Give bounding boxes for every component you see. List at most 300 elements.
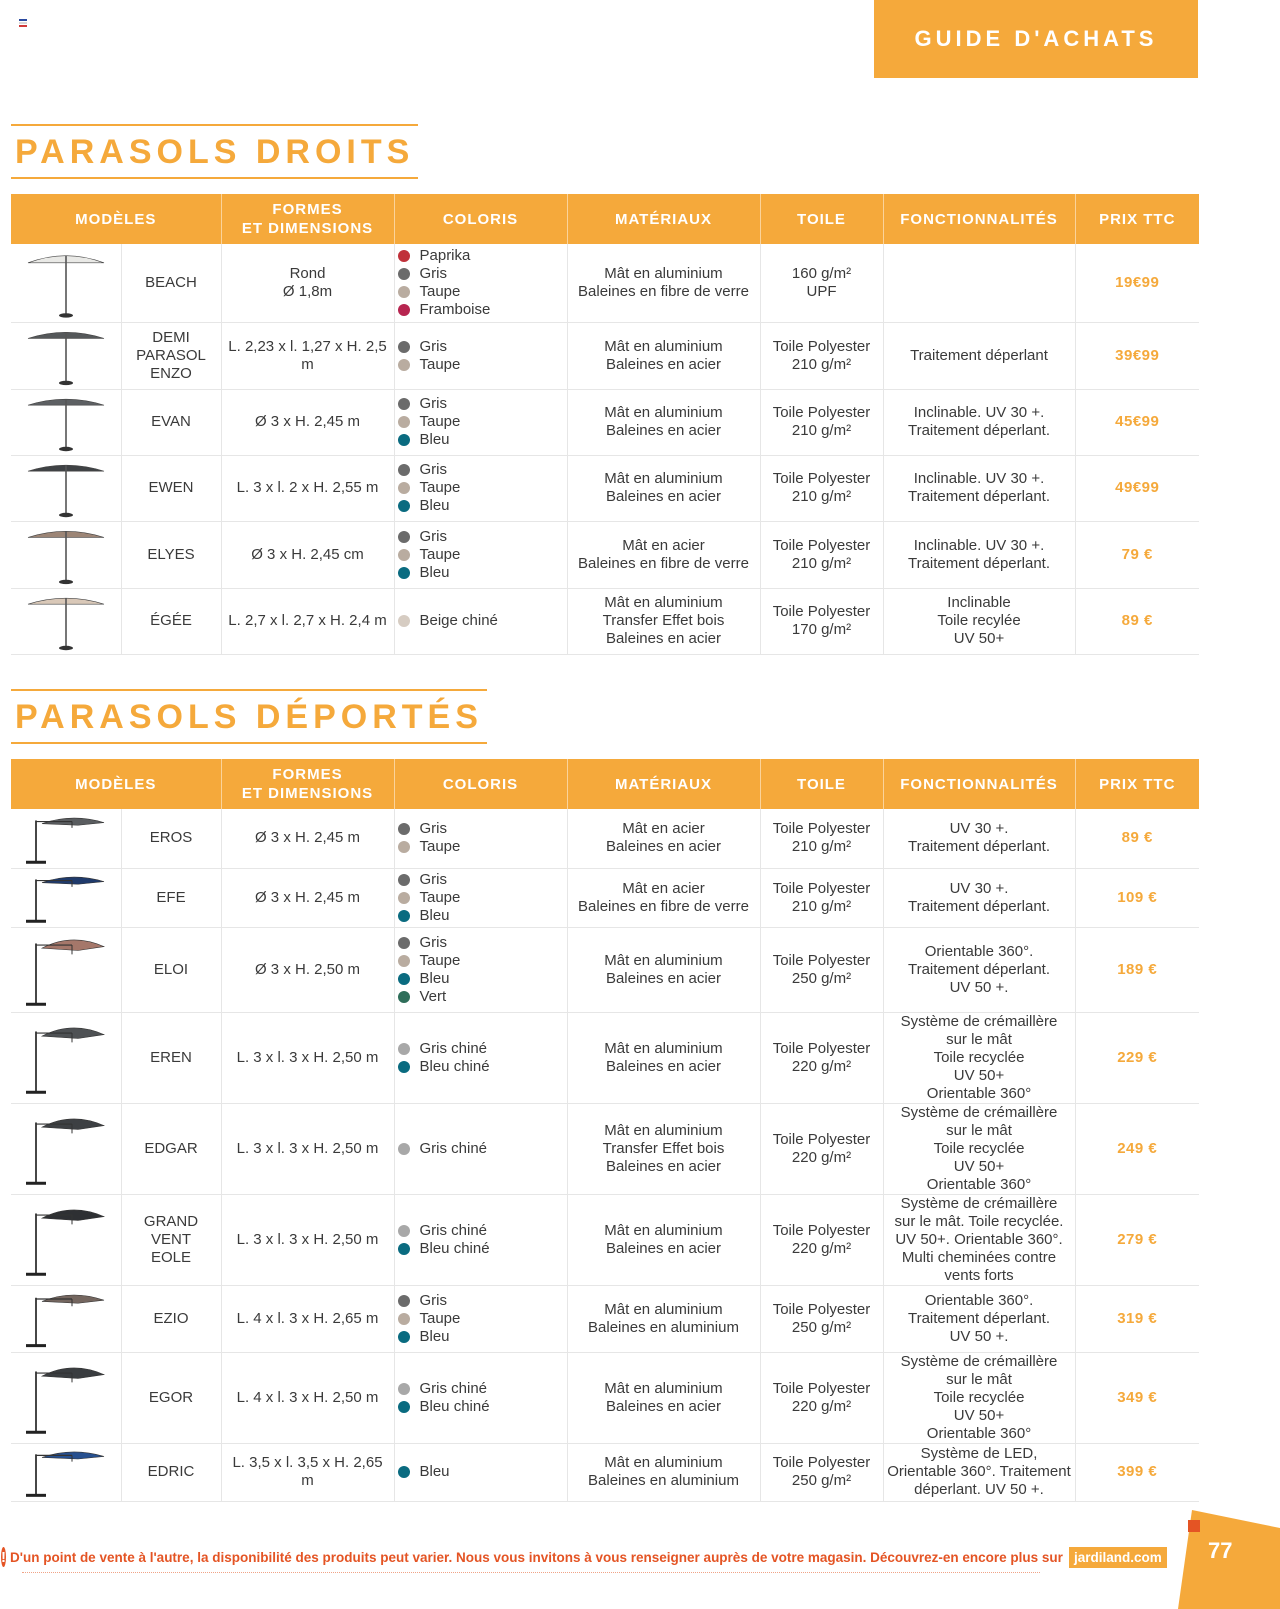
color-option — [398, 820, 564, 838]
fabric-text — [764, 1380, 880, 1416]
color-list — [394, 322, 567, 389]
features-text — [887, 1292, 1072, 1346]
fabric-text-line: Toile Polyester — [772, 603, 871, 620]
fabric-text-line: 210 g/m² — [791, 488, 852, 505]
price: 89 € — [1075, 809, 1199, 868]
features-text-line: vents forts — [944, 1266, 1014, 1284]
features — [883, 455, 1075, 521]
color-swatch-icon — [398, 268, 410, 280]
guide-banner: GUIDE D'ACHATS — [874, 0, 1198, 78]
dimensions-text-line: Ø 3 x H. 2,50 m — [254, 960, 361, 978]
materials — [567, 927, 760, 1012]
features-text-line: Orientable 360° — [926, 1424, 1032, 1442]
materials — [567, 1012, 760, 1103]
color-swatch-icon — [398, 955, 410, 967]
color-label: Taupe — [419, 1309, 461, 1327]
straight-parasol-taupe-icon — [20, 524, 112, 585]
fabric-text-line: Toile Polyester — [772, 337, 871, 355]
cantilever-parasol-square-gray-icon — [20, 1019, 112, 1097]
dimensions-text-line: Ø 3 x H. 2,45 cm — [251, 545, 364, 563]
col-modeles: MODÈLES — [11, 759, 221, 809]
materials-text — [571, 594, 757, 648]
materials — [567, 1352, 760, 1443]
model-name-text-line: PARASOL — [136, 346, 206, 364]
model-name-text-line: GRAND VENT — [143, 1212, 199, 1248]
fabric-text-line: Toile Polyester — [772, 1454, 871, 1471]
color-swatch-icon — [398, 1143, 410, 1155]
color-label: Framboise — [419, 300, 491, 318]
materials-text-line: Baleines en acier — [605, 1157, 722, 1175]
table-row — [11, 244, 1199, 322]
color-swatch-icon — [398, 398, 410, 410]
color-option — [398, 356, 564, 374]
model-name-text — [125, 413, 218, 431]
exclamation-icon: ! — [1, 1548, 6, 1566]
color-list — [394, 455, 567, 521]
dimensions-text — [225, 1310, 391, 1328]
model-name-text — [125, 1463, 218, 1481]
dimensions — [221, 1443, 394, 1501]
features-text — [887, 1445, 1072, 1499]
materials-text — [571, 880, 757, 916]
fabric-text-line: 220 g/m² — [791, 1057, 852, 1075]
features — [883, 927, 1075, 1012]
product-image — [11, 1352, 121, 1443]
fabric — [760, 588, 883, 654]
price: 399 € — [1075, 1443, 1199, 1501]
availability-notice: D'un point de vente à l'autre, la disponibilité des produits peut varier. Nous vous invitons à vous renseigner auprès de votre magasin. Découvrez-en encore plus sur — [10, 1549, 1063, 1565]
materials-text-line: Mât en aluminium — [604, 594, 723, 611]
features-text — [887, 594, 1072, 648]
model-name — [121, 322, 221, 389]
features-text-line: Système de crémaillère — [900, 1194, 1058, 1212]
color-option — [398, 1222, 564, 1240]
features-text-line: sur le mât — [946, 1121, 1012, 1139]
features-text-line: Toile recyclée — [933, 1139, 1025, 1157]
features-text-line: Traitement déperlant. — [907, 488, 1051, 505]
materials-text-line: Baleines en acier — [605, 488, 722, 505]
color-swatch-icon — [398, 250, 410, 262]
color-option — [398, 889, 564, 907]
color-label: Bleu — [419, 563, 450, 581]
table-row — [11, 389, 1199, 455]
color-swatch-icon — [398, 991, 410, 1003]
fabric — [760, 244, 883, 322]
color-option — [398, 1310, 564, 1328]
features-text-line: UV 50+ — [953, 630, 1005, 647]
features-text-line: sur le mât — [946, 1370, 1012, 1388]
col-modeles: MODÈLES — [11, 194, 221, 244]
fabric-text-line: Toile Polyester — [772, 1130, 871, 1148]
color-label: Taupe — [419, 355, 461, 373]
color-option — [398, 497, 564, 515]
color-option — [398, 1398, 564, 1416]
color-option — [398, 265, 564, 283]
fabric — [760, 868, 883, 927]
dimensions-text-line: Ø 1,8m — [282, 282, 333, 300]
table-row — [11, 1285, 1199, 1352]
fabric-text-line: Toile Polyester — [772, 536, 871, 554]
color-option — [398, 431, 564, 449]
price: 229 € — [1075, 1012, 1199, 1103]
dimensions — [221, 1103, 394, 1194]
dimensions-text-line: Rond — [289, 264, 326, 282]
features — [883, 1012, 1075, 1103]
model-name-text-line: EWEN — [148, 479, 194, 496]
color-option — [398, 1292, 564, 1310]
model-name-text-line: ENZO — [150, 364, 192, 382]
fabric-text-line: 220 g/m² — [791, 1397, 852, 1415]
color-option — [398, 1040, 564, 1058]
cantilever-parasol-navy-icon — [20, 871, 112, 924]
materials-text-line: Mât en aluminium — [604, 1121, 723, 1139]
features-text-line: Inclinable. UV 30 +. — [913, 470, 1045, 487]
table-row — [11, 809, 1199, 868]
materials-text-line: Baleines en aluminium — [588, 1318, 739, 1336]
model-name-text — [125, 889, 218, 907]
dimensions-text-line: L. 3 x l. 3 x H. 2,50 m — [236, 1139, 379, 1157]
footer-notice — [0, 1543, 1162, 1571]
model-name-text-line: EVAN — [151, 413, 191, 430]
color-label: Taupe — [419, 479, 461, 496]
dimensions-text — [225, 413, 391, 431]
features-text-line: Traitement déperlant — [910, 346, 1048, 364]
materials-text-line: Baleines en acier — [605, 1239, 722, 1257]
fabric-text-line: Toile Polyester — [772, 470, 871, 487]
features-text-line: UV 50+. Orientable 360°. — [895, 1230, 1063, 1248]
price: 189 € — [1075, 927, 1199, 1012]
model-name — [121, 927, 221, 1012]
model-name — [121, 1443, 221, 1501]
color-option — [398, 546, 564, 564]
dimensions-text — [225, 479, 391, 497]
features-text — [887, 820, 1072, 856]
color-swatch-icon — [398, 1466, 410, 1478]
model-name — [121, 1194, 221, 1285]
features-text-line: Orientable 360°. Traitement — [887, 1463, 1071, 1480]
materials-text-line: Mât en aluminium — [604, 1454, 723, 1471]
dimensions-text — [225, 612, 391, 630]
features-text-line: Inclinable. UV 30 +. — [913, 536, 1045, 554]
materials-text-line: Mât en aluminium — [604, 404, 723, 421]
color-swatch-icon — [398, 973, 410, 985]
dimensions-text-line: L. 3 x l. 3 x H. 2,50 m — [236, 1048, 379, 1066]
features — [883, 389, 1075, 455]
cantilever-parasol-terracotta-icon — [20, 931, 112, 1009]
price: 49€99 — [1075, 455, 1199, 521]
product-image — [11, 1443, 121, 1501]
model-name-text-line: EGOR — [148, 1388, 194, 1406]
materials-text-line: Baleines en fibre de verre — [578, 554, 749, 572]
color-label: Taupe — [419, 413, 461, 430]
dimensions — [221, 322, 394, 389]
color-option — [398, 395, 564, 413]
color-label: Bleu — [419, 969, 450, 987]
materials-text — [571, 1122, 757, 1176]
model-name — [121, 455, 221, 521]
color-swatch-icon — [398, 434, 410, 446]
model-name — [121, 244, 221, 322]
col-coloris: COLORIS — [394, 759, 567, 809]
dimensions-text — [225, 829, 391, 847]
color-option — [398, 413, 564, 431]
cantilever-parasol-charcoal-icon — [20, 1359, 112, 1437]
features — [883, 1443, 1075, 1501]
features-text-line: déperlant. UV 50 +. — [914, 1481, 1044, 1498]
materials-text-line: Mât en acier — [622, 879, 705, 897]
col-fonctionnalites: FONCTIONNALITÉS — [883, 759, 1075, 809]
color-label: Gris — [419, 1291, 447, 1309]
features-text-line: Système de crémaillère — [900, 1012, 1058, 1030]
model-name-text-line: DEMI — [152, 328, 190, 346]
materials-text-line: Mât en aluminium — [604, 470, 723, 487]
features-text — [887, 1104, 1072, 1194]
fabric — [760, 521, 883, 588]
features — [883, 868, 1075, 927]
dimensions-text-line: L. 4 x l. 3 x H. 2,50 m — [236, 1388, 379, 1406]
color-list — [394, 244, 567, 322]
features — [883, 1285, 1075, 1352]
price: 89 € — [1075, 588, 1199, 654]
features-text-line: UV 50+ — [953, 1157, 1005, 1175]
color-swatch-icon — [398, 304, 410, 316]
features-text — [887, 1013, 1072, 1103]
model-name — [121, 1285, 221, 1352]
color-option — [398, 952, 564, 970]
features-text-line: Inclinable. UV 30 +. — [913, 404, 1045, 421]
product-image — [11, 809, 121, 868]
product-image — [11, 868, 121, 927]
fabric-text-line: 210 g/m² — [791, 355, 852, 373]
jardiland-link[interactable]: jardiland.com — [1069, 1547, 1167, 1568]
color-swatch-icon — [398, 874, 410, 886]
dimensions — [221, 868, 394, 927]
fabric-text — [764, 265, 880, 301]
materials-text-line: Mât en acier — [622, 536, 705, 554]
dimensions — [221, 809, 394, 868]
color-swatch-icon — [398, 1331, 410, 1343]
section-title-parasols-deportes: PARASOLS DÉPORTÉS — [11, 689, 487, 744]
materials — [567, 809, 760, 868]
materials-text-line: Mât en aluminium — [604, 951, 723, 969]
dimensions-text — [225, 1049, 391, 1067]
straight-parasol-square-gray-icon — [20, 325, 112, 386]
color-option — [398, 612, 564, 630]
color-swatch-icon — [398, 500, 410, 512]
fabric-text — [764, 1040, 880, 1076]
cantilever-parasol-square-black-icon — [20, 1201, 112, 1279]
cantilever-parasol-brown-icon — [20, 1288, 112, 1349]
features — [883, 1352, 1075, 1443]
materials-text-line: Baleines en acier — [605, 969, 722, 987]
fabric-text-line: Toile Polyester — [772, 820, 871, 838]
model-name-text-line: EREN — [150, 1048, 192, 1066]
table-row — [11, 1103, 1199, 1194]
color-label: Bleu — [419, 431, 450, 448]
color-swatch-icon — [398, 531, 410, 543]
col-prix: PRIX TTC — [1075, 759, 1199, 809]
model-name-text-line: BEACH — [145, 273, 197, 291]
materials-text — [571, 1454, 757, 1490]
materials-text — [571, 1380, 757, 1416]
color-label: Bleu — [419, 1463, 450, 1480]
color-swatch-icon — [398, 1401, 410, 1413]
dimensions-text-line: L. 3 x l. 3 x H. 2,50 m — [236, 1230, 379, 1248]
model-name-text — [125, 546, 218, 564]
color-swatch-icon — [398, 892, 410, 904]
materials — [567, 322, 760, 389]
color-label: Bleu chiné — [419, 1239, 490, 1257]
table-parasols-droits — [11, 194, 1199, 655]
table-row — [11, 1012, 1199, 1103]
dimensions-text-line: Ø 3 x H. 2,45 m — [254, 888, 361, 906]
materials-text-line: Baleines en aluminium — [588, 1472, 739, 1489]
fabric-text — [764, 338, 880, 374]
color-swatch-icon — [398, 615, 410, 627]
dimensions-text — [225, 889, 391, 907]
color-option — [398, 907, 564, 925]
materials-text-line: Baleines en acier — [605, 630, 722, 647]
color-list — [394, 809, 567, 868]
model-name-text — [125, 1389, 218, 1407]
color-option — [398, 988, 564, 1006]
fabric — [760, 809, 883, 868]
features — [883, 809, 1075, 868]
materials-text-line: Mât en acier — [622, 820, 705, 838]
features-text-line: Traitement déperlant. — [907, 838, 1051, 856]
dimensions-text-line: Ø 3 x H. 2,45 m — [254, 829, 361, 847]
model-name-text — [125, 961, 218, 979]
dimensions-text — [225, 546, 391, 564]
color-label: Gris chiné — [419, 1221, 488, 1239]
dimensions-text — [225, 338, 391, 374]
price: 79 € — [1075, 521, 1199, 588]
materials-text-line: Baleines en acier — [605, 1057, 722, 1075]
features-text — [887, 404, 1072, 440]
table-row — [11, 322, 1199, 389]
model-name-text-line: EDRIC — [147, 1463, 195, 1480]
dimensions — [221, 588, 394, 654]
features-text — [887, 1353, 1072, 1443]
price: 19€99 — [1075, 244, 1199, 322]
color-label: Bleu chiné — [419, 1057, 490, 1075]
materials — [567, 1194, 760, 1285]
color-label: Bleu — [419, 906, 450, 924]
color-swatch-icon — [398, 841, 410, 853]
dimensions — [221, 1285, 394, 1352]
product-image — [11, 455, 121, 521]
features-text-line: Orientable 360° — [926, 1175, 1032, 1193]
footer-divider — [22, 1572, 1040, 1573]
color-option — [398, 1328, 564, 1346]
features-text-line: Toile recyclée — [933, 1048, 1025, 1066]
materials-text — [571, 537, 757, 573]
model-name — [121, 868, 221, 927]
features-text-line: Système de LED, — [920, 1445, 1038, 1462]
price: 319 € — [1075, 1285, 1199, 1352]
color-label: Gris — [419, 820, 447, 838]
color-option — [398, 1463, 564, 1481]
fabric-text — [764, 952, 880, 988]
straight-parasol-dark-icon — [20, 458, 112, 518]
col-coloris: COLORIS — [394, 194, 567, 244]
model-name — [121, 1352, 221, 1443]
features-text-line: Traitement déperlant. — [907, 422, 1051, 439]
color-option — [398, 301, 564, 319]
col-materiaux: MATÉRIAUX — [567, 194, 760, 244]
color-swatch-icon — [398, 567, 410, 579]
table-row — [11, 868, 1199, 927]
fabric-text-line: 210 g/m² — [791, 897, 852, 915]
dimensions-text — [225, 1231, 391, 1249]
fabric-text-line: Toile Polyester — [772, 1300, 871, 1318]
color-option — [398, 479, 564, 497]
materials-text-line: Mât en aluminium — [604, 264, 723, 282]
color-label: Bleu — [419, 1327, 450, 1345]
color-option — [398, 564, 564, 582]
model-name-text — [125, 829, 218, 847]
fabric-text-line: 220 g/m² — [791, 1239, 852, 1257]
fabric-text-line: Toile Polyester — [772, 1379, 871, 1397]
fabric — [760, 927, 883, 1012]
features — [883, 521, 1075, 588]
table-row — [11, 1352, 1199, 1443]
model-name — [121, 521, 221, 588]
materials-text-line: Baleines en fibre de verre — [578, 282, 749, 300]
straight-parasol-gray-icon — [20, 392, 112, 452]
section-title-parasols-droits: PARASOLS DROITS — [11, 124, 418, 179]
dimensions — [221, 244, 394, 322]
features-text-line: UV 30 +. — [949, 879, 1009, 897]
cantilever-parasol-gray-icon — [20, 812, 112, 865]
model-name-text-line: EDGAR — [144, 1139, 198, 1157]
color-list — [394, 1443, 567, 1501]
features-text-line: UV 30 +. — [949, 820, 1009, 838]
materials-text-line: Mât en aluminium — [604, 337, 723, 355]
materials-text-line: Baleines en acier — [605, 422, 722, 439]
color-swatch-icon — [398, 286, 410, 298]
color-option — [398, 970, 564, 988]
features-text-line: Traitement déperlant. — [907, 1309, 1051, 1327]
model-name — [121, 389, 221, 455]
fabric-text — [764, 1131, 880, 1167]
color-list — [394, 1194, 567, 1285]
materials-text-line: Baleines en acier — [605, 838, 722, 856]
model-name — [121, 809, 221, 868]
materials — [567, 868, 760, 927]
materials-text-line: Baleines en fibre de verre — [578, 897, 749, 915]
col-toile: TOILE — [760, 759, 883, 809]
price: 279 € — [1075, 1194, 1199, 1285]
features-text-line: Toile recylée — [937, 612, 1021, 629]
features — [883, 322, 1075, 389]
model-name-text — [125, 329, 218, 383]
features-text-line: Orientable 360°. — [924, 942, 1034, 960]
materials-text-line: Mât en aluminium — [604, 1379, 723, 1397]
materials-text-line: Mât en aluminium — [604, 1039, 723, 1057]
fabric-text — [764, 603, 880, 639]
dimensions-text-line: L. 3 x l. 2 x H. 2,55 m — [236, 479, 379, 496]
table-row — [11, 927, 1199, 1012]
model-name — [121, 1012, 221, 1103]
fabric-text-line: Toile Polyester — [772, 1039, 871, 1057]
features-text-line: UV 50+ — [953, 1066, 1005, 1084]
materials-text — [571, 1040, 757, 1076]
color-label: Paprika — [419, 246, 471, 264]
materials-text-line: Transfer Effet bois — [602, 1139, 725, 1157]
table-row — [11, 1443, 1199, 1501]
dimensions — [221, 1194, 394, 1285]
